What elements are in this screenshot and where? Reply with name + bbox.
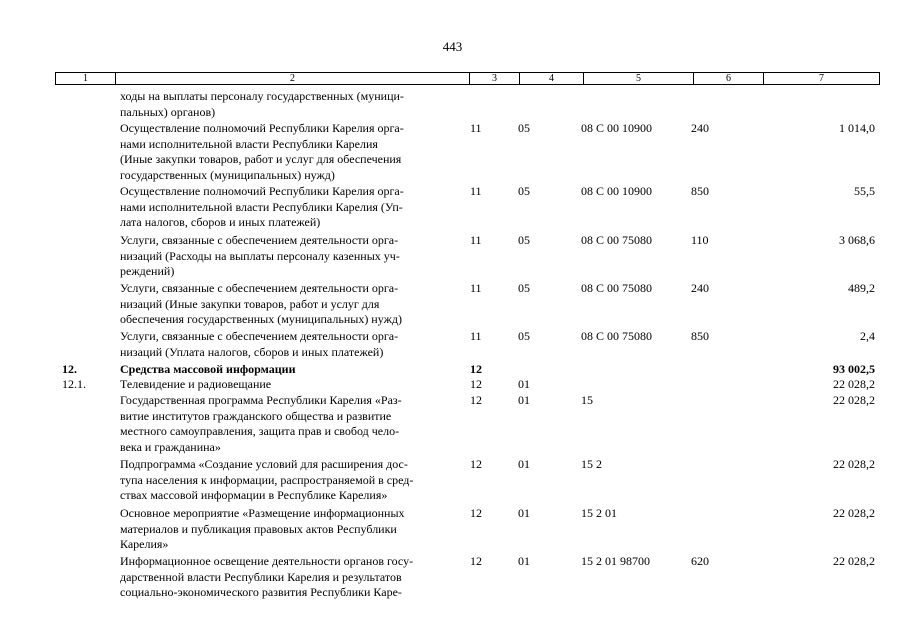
- target-article-code: 08 С 00 75080: [581, 233, 653, 247]
- amount: 1 014,0: [839, 121, 875, 135]
- section-code: 12: [470, 554, 482, 568]
- row-description: Услуги, связанные с обеспечением деятельности орга- низаций (Расходы на выплаты персоналу казенных уч- реждений): [120, 233, 400, 279]
- row-description: Подпрограмма «Создание условий для расширения дос- тупа населения к информации, распространяемой в сред- ствах массовой информации в Республике Карелия»: [120, 457, 414, 503]
- subsection-code: 01: [518, 457, 530, 471]
- section-code: 12: [470, 362, 482, 376]
- section-code: 11: [470, 281, 482, 295]
- subsection-code: 01: [518, 393, 530, 407]
- row-description: Средства массовой информации: [120, 362, 296, 376]
- amount: 22 028,2: [833, 377, 875, 391]
- target-article-code: 08 С 00 10900: [581, 121, 653, 135]
- target-article-code: 15 2 01 98700: [581, 554, 650, 568]
- target-article-code: 08 С 00 75080: [581, 281, 653, 295]
- expense-type-code: 850: [691, 184, 709, 198]
- section-code: 12: [470, 506, 482, 520]
- expense-type-code: 110: [691, 233, 709, 247]
- expense-type-code: 620: [691, 554, 709, 568]
- expense-type-code: 240: [691, 281, 709, 295]
- column-header: 3: [470, 73, 520, 85]
- amount: 55,5: [854, 184, 875, 198]
- subsection-code: 01: [518, 554, 530, 568]
- target-article-code: 15 2 01: [581, 506, 617, 520]
- section-code: 12: [470, 457, 482, 471]
- column-header: 6: [694, 73, 764, 85]
- subsection-code: 05: [518, 281, 530, 295]
- subsection-code: 01: [518, 377, 530, 391]
- subsection-code: 05: [518, 329, 530, 343]
- subsection-code: 05: [518, 184, 530, 198]
- amount: 22 028,2: [833, 393, 875, 407]
- amount: 22 028,2: [833, 457, 875, 471]
- amount: 489,2: [848, 281, 875, 295]
- target-article-code: 08 С 00 10900: [581, 184, 653, 198]
- column-header: 1: [56, 73, 116, 85]
- row-description: Услуги, связанные с обеспечением деятельности орга- низаций (Иные закупки товаров, работ и услуг для обеспечения государственных (муниципальных) нужд): [120, 281, 402, 327]
- row-description: Услуги, связанные с обеспечением деятельности орга- низаций (Уплата налогов, сборов и иных платежей): [120, 329, 399, 359]
- column-header: 4: [520, 73, 584, 85]
- subsection-code: 01: [518, 506, 530, 520]
- column-header: 2: [116, 73, 470, 85]
- section-code: 11: [470, 329, 482, 343]
- column-header: 7: [764, 73, 880, 85]
- column-header: 5: [584, 73, 694, 85]
- amount: 2,4: [860, 329, 875, 343]
- section-code: 12: [470, 393, 482, 407]
- expense-type-code: 240: [691, 121, 709, 135]
- column-header-row: [55, 72, 880, 85]
- amount: 22 028,2: [833, 554, 875, 568]
- row-number: 12.1.: [62, 377, 86, 391]
- target-article-code: 15 2: [581, 457, 602, 471]
- row-number: 12.: [62, 362, 77, 376]
- amount: 93 002,5: [833, 362, 875, 376]
- section-code: 11: [470, 184, 482, 198]
- section-code: 12: [470, 377, 482, 391]
- row-description: Осуществление полномочий Республики Карелия орга- нами исполнительной власти Республики Карелия (Иные закупки товаров, работ и услуг для обеспечения государственных (муниципальных) нужд): [120, 121, 404, 182]
- row-description: Телевидение и радиовещание: [120, 377, 272, 391]
- row-description: Государственная программа Республики Карелия «Раз- витие институтов гражданского общества и развитие местного самоуправления, защита прав и свобод чело- века и гражданина»: [120, 393, 402, 454]
- subsection-code: 05: [518, 121, 530, 135]
- row-description: Осуществление полномочий Республики Карелия орга- нами исполнительной власти Республики Карелия (Уп- лата налогов, сборов и иных платежей): [120, 184, 404, 230]
- row-description: ходы на выплаты персоналу государственных (муници- пальных) органов): [120, 89, 404, 119]
- target-article-code: 15: [581, 393, 593, 407]
- row-description: Основное мероприятие «Размещение информационных материалов и публикация правовых актов Республики Карелия»: [120, 506, 405, 552]
- amount: 3 068,6: [839, 233, 875, 247]
- section-code: 11: [470, 121, 482, 135]
- page-number: 443: [442, 39, 463, 54]
- section-code: 11: [470, 233, 482, 247]
- amount: 22 028,2: [833, 506, 875, 520]
- target-article-code: 08 С 00 75080: [581, 329, 653, 343]
- expense-type-code: 850: [691, 329, 709, 343]
- row-description: Информационное освещение деятельности органов госу- дарственной власти Республики Карелия и результатов социально-экономического развития Республики Каре-: [120, 554, 414, 600]
- subsection-code: 05: [518, 233, 530, 247]
